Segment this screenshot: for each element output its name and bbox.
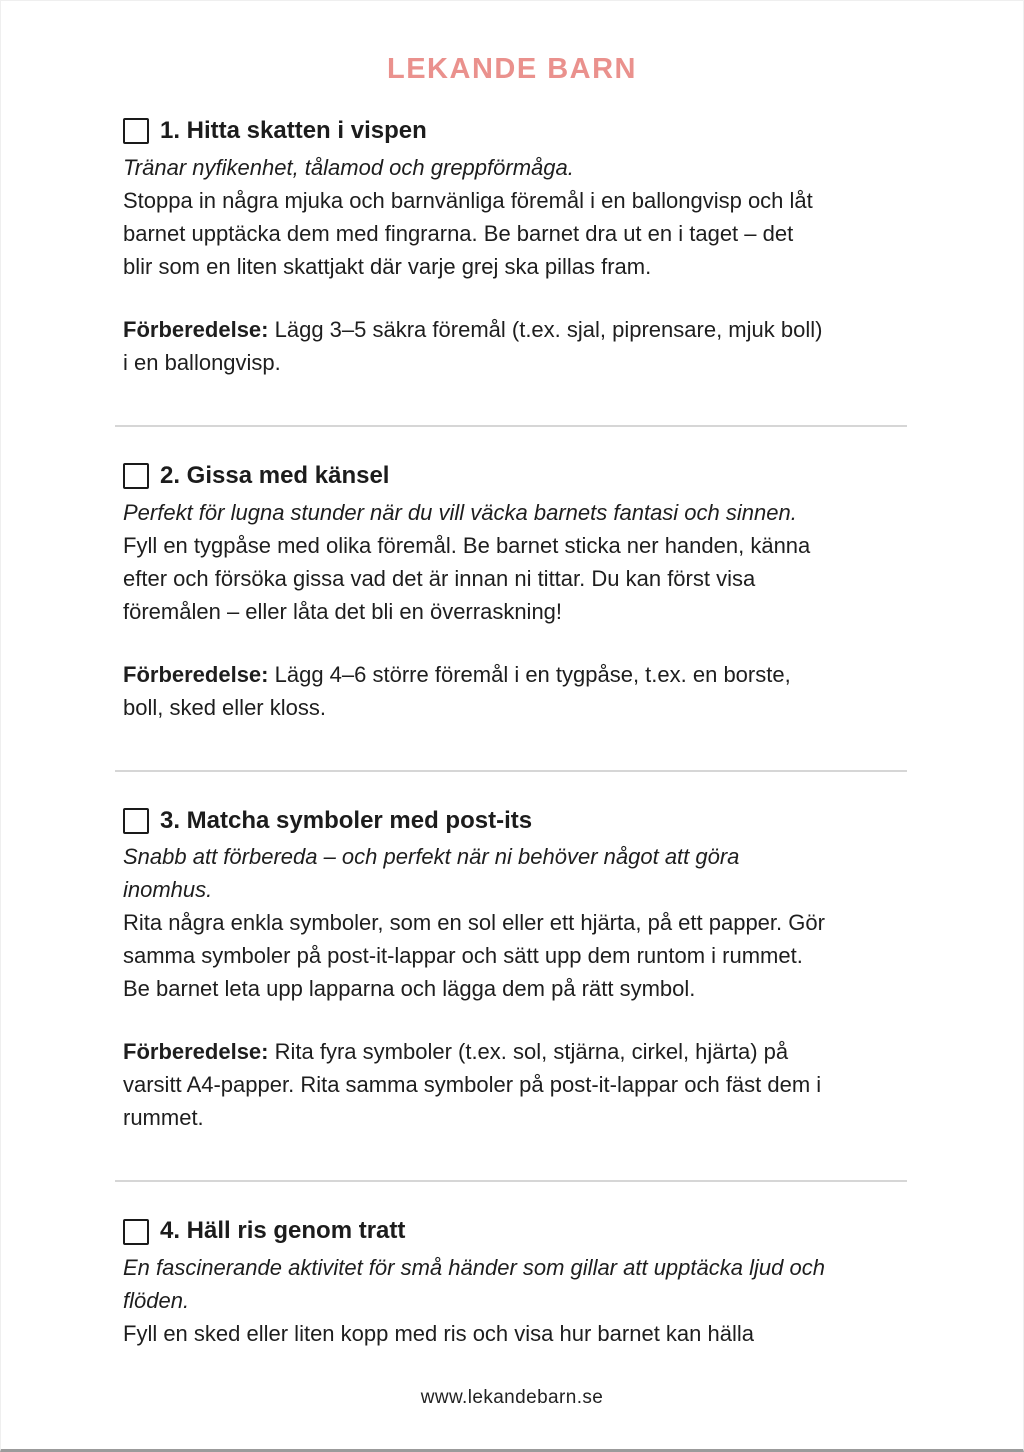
activity-preparation	[123, 658, 828, 724]
activity-description: Rita några enkla symboler, som en sol eller ett hjärta, på ett papper. Gör samma symboler på post-it-lappar och sätt upp dem runtom i rummet. Be barnet leta upp lapparna och lägga dem på rätt symbol.	[123, 910, 825, 1002]
preparation-label: Förberedelse:	[123, 661, 269, 687]
activity-description: Fyll en tygpåse med olika föremål. Be barnet sticka ner handen, känna efter och försöka gissa vad det är innan ni tittar. Du kan först visa föremålen – eller låta det bli en överraskning!	[123, 532, 811, 624]
activity-section-4	[123, 1217, 913, 1350]
preparation-text: Lägg 4–6 större föremål i en tygpåse, t.ex. en borste, boll, sked eller kloss.	[123, 661, 791, 720]
activity-preparation	[123, 313, 828, 379]
activity-section-3	[123, 807, 913, 1135]
section-heading	[123, 462, 913, 491]
section-divider	[115, 1180, 907, 1182]
activity-description: Stoppa in några mjuka och barnvänliga föremål i en ballongvisp och låt barnet upptäcka dem med fingrarna. Be barnet dra ut en i taget – det blir som en liten skattjakt där varje grej ska pillas fram.	[123, 187, 813, 279]
preparation-text: Rita fyra symboler (t.ex. sol, stjärna, cirkel, hjärta) på varsitt A4-papper. Rita samma symboler på post-it-lappar och fäst dem i rummet.	[123, 1039, 822, 1131]
activity-subtitle: Tränar nyfikenhet, tålamod och greppförmåga.	[123, 154, 574, 180]
activity-section-1	[123, 117, 913, 379]
page-content	[123, 117, 913, 1350]
section-heading	[123, 1217, 913, 1246]
activity-checkbox-2[interactable]	[123, 463, 149, 489]
brand-logo: LEKANDE BARN	[387, 53, 637, 85]
section-heading	[123, 807, 913, 836]
activity-checkbox-4[interactable]	[123, 1219, 149, 1245]
activity-subtitle: Perfekt för lugna stunder när du vill väcka barnets fantasi och sinnen.	[123, 499, 797, 525]
preparation-text: Lägg 3–5 säkra föremål (t.ex. sjal, piprensare, mjuk boll) i en ballongvisp.	[123, 316, 823, 375]
activity-subtitle: Snabb att förbereda – och perfekt när ni behöver något att göra inomhus.	[123, 844, 740, 903]
footer-url: www.lekandebarn.se	[420, 1387, 604, 1408]
activity-title: 4. Häll ris genom tratt	[160, 1217, 406, 1245]
activity-preparation	[123, 1035, 828, 1134]
preparation-label: Förberedelse:	[123, 1039, 269, 1065]
activity-section-2	[123, 462, 913, 724]
activity-subtitle: En fascinerande aktivitet för små händer som gillar att upptäcka ljud och flöden.	[123, 1255, 825, 1314]
activity-description: Fyll en sked eller liten kopp med ris och visa hur barnet kan hälla	[123, 1321, 754, 1347]
section-divider	[115, 770, 907, 772]
preparation-label: Förberedelse:	[123, 316, 269, 342]
activity-title: 1. Hitta skatten i vispen	[160, 117, 427, 144]
activity-checkbox-3[interactable]	[123, 808, 149, 834]
activity-title: 2. Gissa med känsel	[160, 461, 390, 489]
activity-checkbox-1[interactable]	[123, 118, 149, 144]
section-heading	[123, 117, 913, 146]
activity-title: 3. Matcha symboler med post-its	[160, 806, 533, 834]
section-divider	[115, 425, 907, 427]
